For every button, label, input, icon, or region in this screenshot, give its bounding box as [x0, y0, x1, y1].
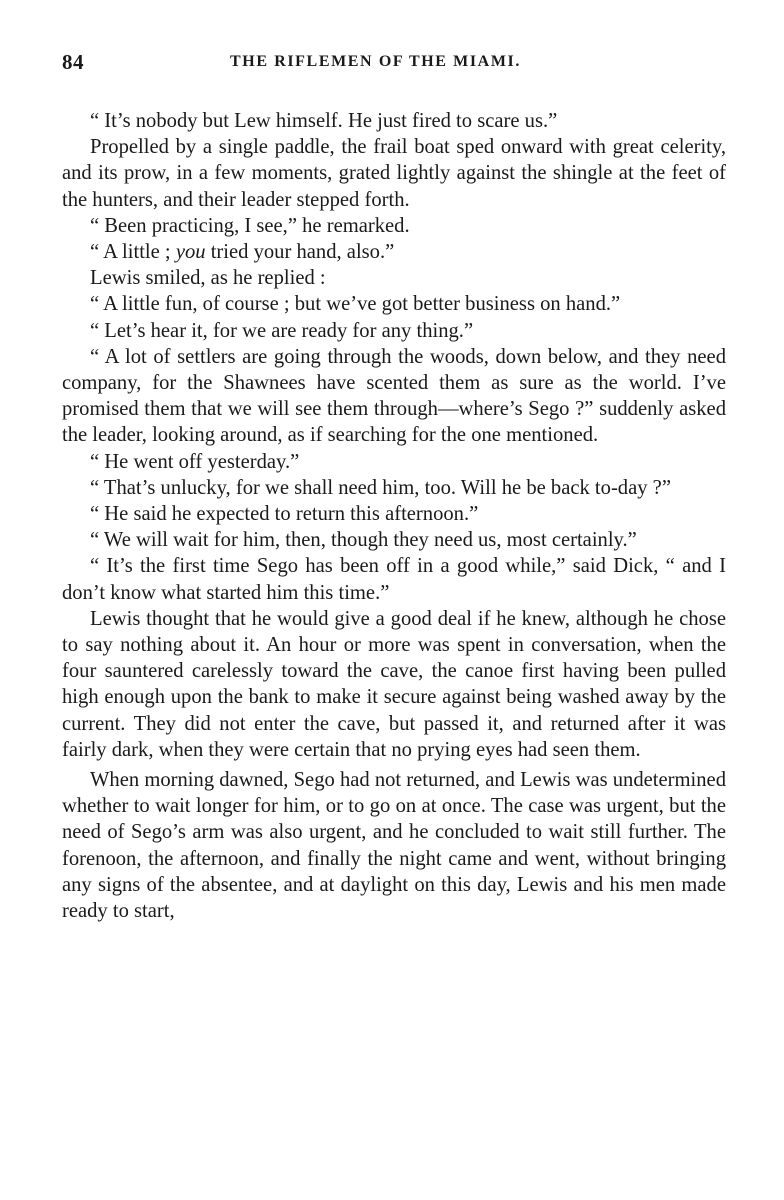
paragraph [62, 239, 726, 265]
paragraph: “ We will wait for him, then, though they need us, most certainly.” [90, 529, 637, 552]
paragraph: “ He went off yesterday.” [90, 450, 300, 473]
book-page [62, 50, 726, 924]
paragraph: “ It’s nobody but Lew himself. He just fired to scare us.” [90, 110, 558, 132]
paragraph: Lewis thought that he would give a good deal if he knew, although he chose to say nothing about it. An hour or more was spent in conversation, when the four sauntered carelessly toward the cave, the canoe first having been pulled high enough upon the bank to make it secure against being washed away by the current. They did not enter the cave, but passed it, and returned after it was fairly dark, when they were certain that no prying eyes had seen them. [62, 607, 726, 761]
page-number: 84 [62, 50, 84, 74]
running-head [62, 50, 726, 80]
paragraph: “ A lot of settlers are going through the woods, down below, and they need company, for the Shawnees have scented them as sure as the world. I’ve promised them that we will see them through—where’s Sego ?” suddenly asked the leader, looking around, as if searching for the one mentioned. [62, 345, 726, 447]
paragraph-text: “ A little ; [90, 241, 176, 264]
paragraph: “ It’s the first time Sego has been off in a good while,” said Dick, “ and I don’t know what started him this time.” [62, 555, 726, 604]
paragraph: “ Let’s hear it, for we are ready for any thing.” [90, 319, 474, 342]
paragraph: “ That’s unlucky, for we shall need him, too. Will he be back to-day ?” [90, 476, 671, 499]
italic-word: you [175, 241, 206, 264]
paragraph: When morning dawned, Sego had not returned, and Lewis was undetermined whether to wait longer for him, or to go on at once. The case was urgent, but the need of Sego’s arm was also urgent, and he concluded to wait still further. The forenoon, the afternoon, and finally the night came and went, without bringing any signs of the absentee, and at daylight on this day, Lewis and his men made ready to start, [62, 769, 726, 923]
paragraph-text: tried your hand, also.” [205, 241, 395, 264]
paragraph: Lewis smiled, as he replied : [90, 267, 326, 290]
body-text [62, 108, 726, 924]
running-title: THE RIFLEMEN OF THE MIAMI. [230, 53, 521, 70]
paragraph: Propelled by a single paddle, the frail boat sped onward with great celerity, and its prow, in a few moments, grated lightly against the shingle at the feet of the hunters, and their leader stepped forth. [62, 136, 726, 211]
paragraph: “ He said he expected to return this afternoon.” [90, 503, 479, 526]
paragraph: “ Been practicing, I see,” he remarked. [90, 214, 410, 237]
paragraph: “ A little fun, of course ; but we’ve got better business on hand.” [90, 293, 621, 316]
